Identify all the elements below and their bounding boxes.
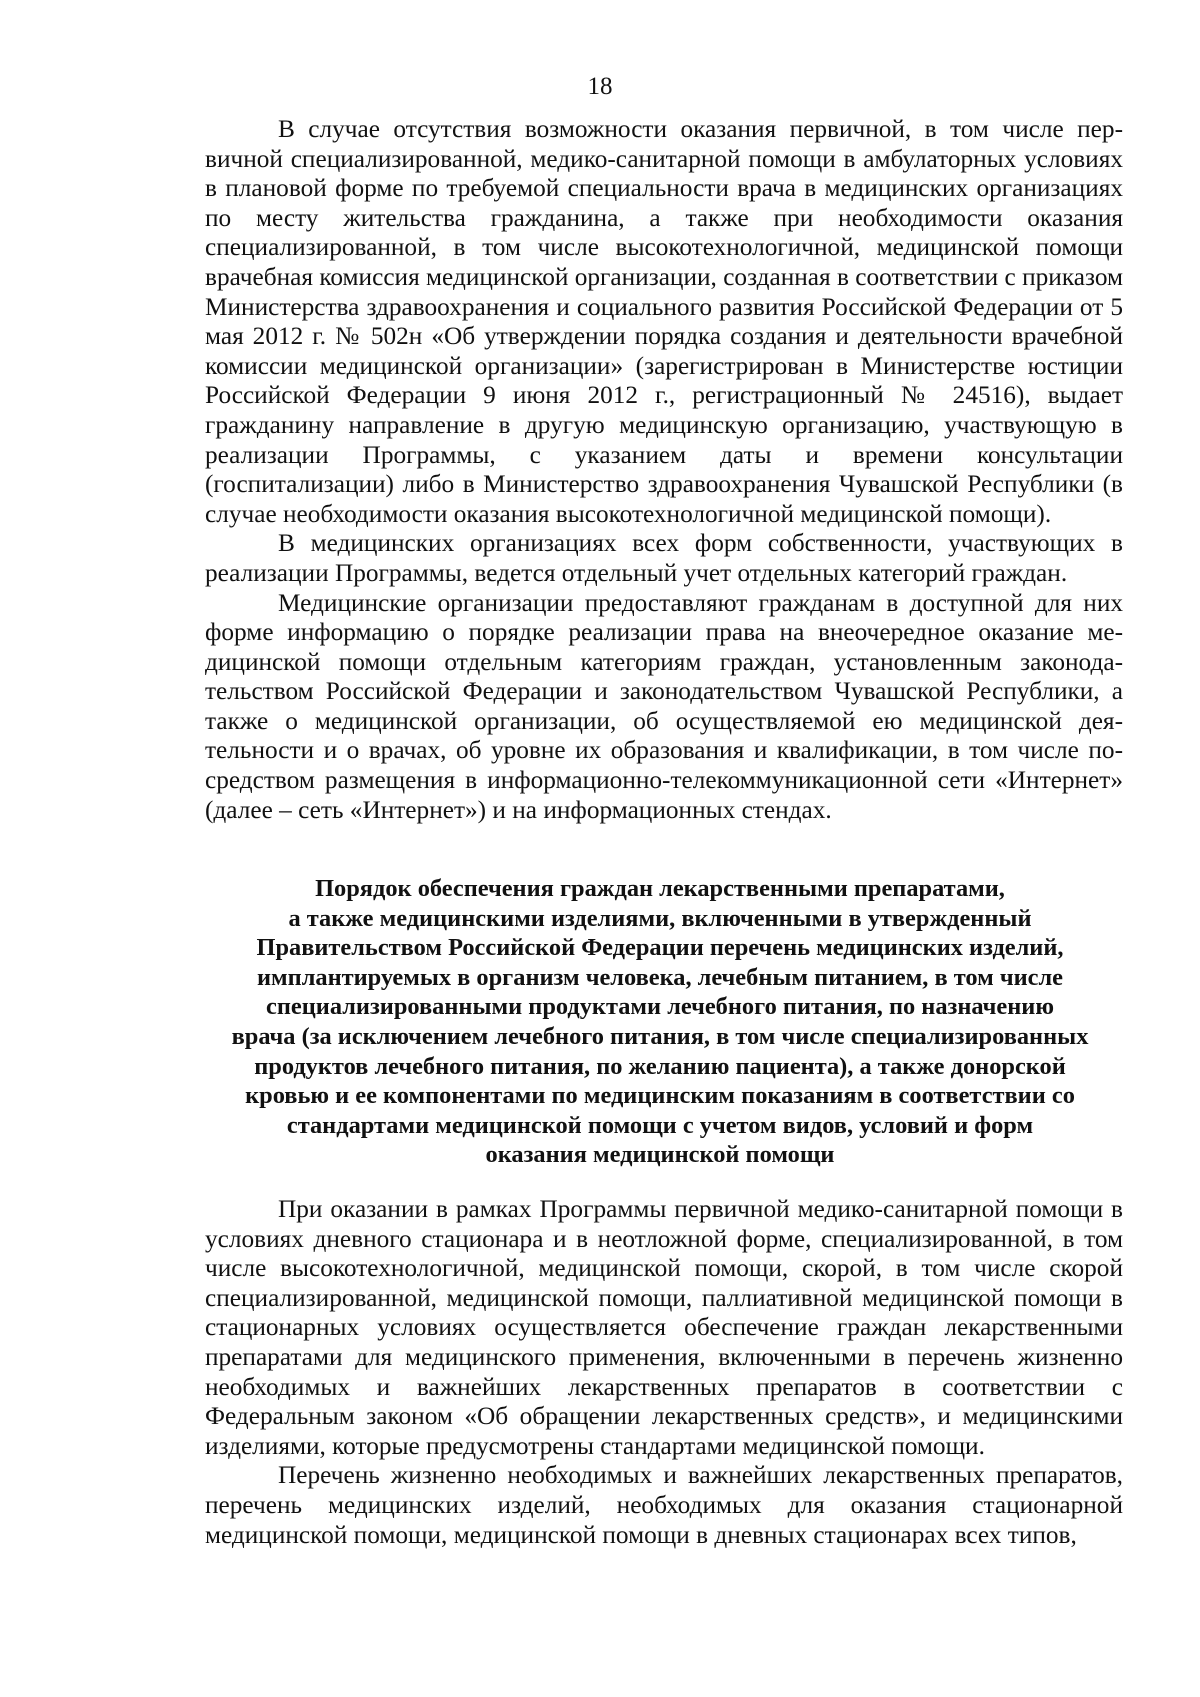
heading-line: продуктов лечебного питания, по желанию пациента), а также донорской [254,1052,1066,1080]
text-block-upper [205,115,1123,825]
heading-line: стандартами медицинской помощи с учетом видов, условий и форм [286,1111,1034,1139]
section-heading [160,874,1160,1170]
heading-line: оказания медицинской помощи [485,1141,835,1169]
heading-line: кровью и ее компонентами по медицинским показаниям в соответствии со [245,1082,1075,1110]
heading-line: имплантируемых в организм человека, лечебным питанием, в том числе [257,963,1063,991]
heading-line: специализированными продуктами лечебного питания, по назначению [266,993,1054,1021]
paragraph: Перечень жизненно необходимых и важнейших лекарственных препаратов, перечень медицинских изделий, необходимых для оказания стационарной медицинской помощи, медицинской помощи в дневных стационарах всех типов, [205,1461,1123,1549]
heading-line: врача (за исключением лечебного питания, в том числе специализированных [231,1022,1089,1050]
page-number: 18 [587,73,613,100]
paragraph: Медицинские организации предоставляют гражданам в доступной для них форме информацию о порядке реализации права на внеочередное оказание медицинской помощи отдельным категориям граждан, установленным законодательством Российской Федерации и законодательством Чувашской Республики, а также о медицинской организации, об осуществляемой ею медицинской деятельности и о врачах, об уровне их образования и квалификации, в том числе посредством размещения в информационно-телекоммуникационной сети «Интернет» (далее – сеть «Интернет») и на информационных стендах. [205,588,1123,824]
heading-line: Правительством Российской Федерации перечень медицинских изделий, [256,934,1064,962]
text-block-lower [205,1195,1123,1550]
paragraph: В случае отсутствия возможности оказания первичной, в том числе первичной специализированной, медико-санитарной помощи в амбулаторных условиях в плановой форме по требуемой специальности врача в медицинских организациях по месту жительства гражданина, а также при необходимости оказания специализированной, в том числе высокотехнологичной, медицинской помощи врачебная комиссия медицинской организации, созданная в соответствии с приказом Министерства здравоохранения и социального развития Российской Федерации от 5 мая 2012 г. № 502н «Об утверждении порядка создания и деятельности врачебной комиссии медицинской организации» (зарегистрирован в Министерстве юстиции Российской Федерации 9 июня 2012 г., регистрационный № 24516), выдает гражданину направление в другую медицинскую организацию, участвующую в реализации Программы, с указанием даты и времени консультации (госпитализации) либо в Министерство здравоохранения Чувашской Республики (в случае необходимости оказания высокотехнологичной медицинской помощи). [205,115,1123,528]
paragraph: При оказании в рамках Программы первичной медико-санитарной помощи в условиях дневного стационара и в неотложной форме, специализированной, в том числе высокотехнологичной, медицинской помощи, скорой, в том числе скорой специализированной, медицинской помощи, паллиативной медицинской помощи в стационарных условиях осуществляется обеспечение граждан лекарственными препаратами для медицинского применения, включенными в перечень жизненно необходимых и важнейших лекарственных препаратов в соответствии с Федеральным законом «Об обращении лекарственных средств», и медицинскими изделиями, которые предусмотрены стандартами медицинской помощи. [205,1195,1123,1460]
heading-line: а также медицинскими изделиями, включенными в утвержденный [288,904,1032,932]
paragraph: В медицинских организациях всех форм собственности, участвующих в реализации Программы, ведется отдельный учет отдельных категорий граждан. [205,529,1123,587]
heading-line: Порядок обеспечения граждан лекарственными препаратами, [315,875,1005,902]
